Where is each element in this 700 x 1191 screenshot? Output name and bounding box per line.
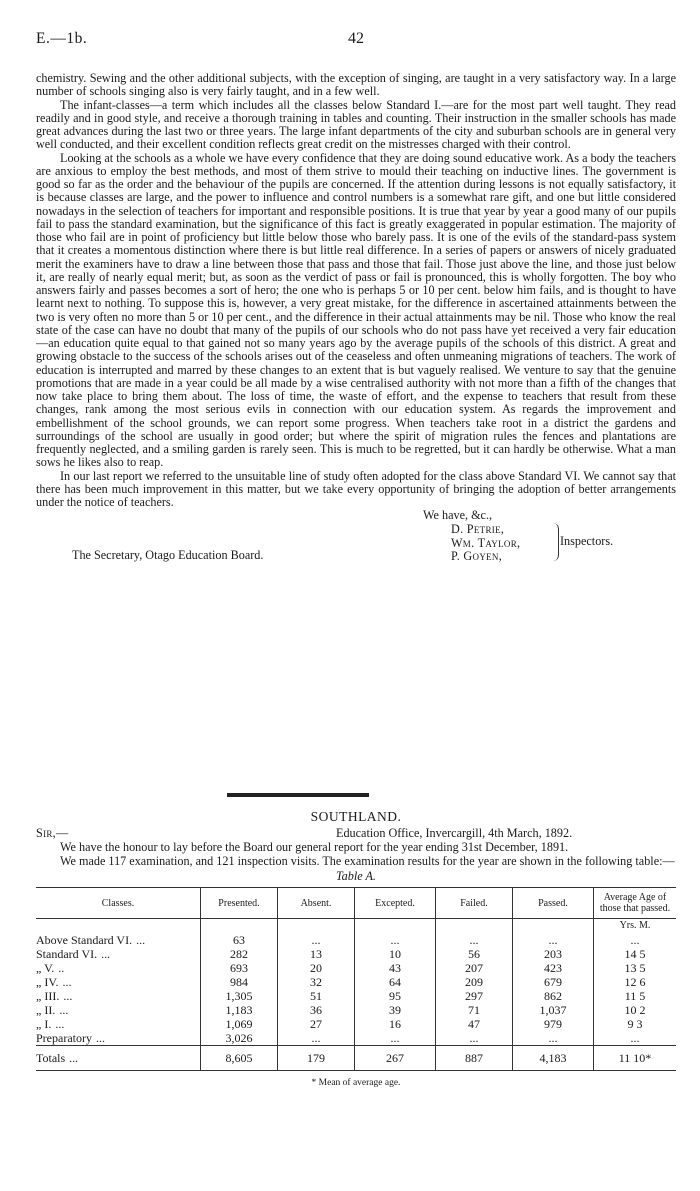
class-cell: [36, 947, 201, 961]
presented-cell: 693: [201, 961, 278, 975]
class-name: „ III.: [36, 989, 60, 1003]
absent-cell: 32: [278, 975, 355, 989]
units-row: [36, 919, 676, 934]
paragraph-last-report: In our last report we referred to the unsuitable line of study often adopted for the class above Standard VI. We cannot say that there has been much improvement in this matter, but we take every opportunity of bringing the adoption of better arrangements under the notice of teachers.: [36, 468, 676, 509]
report-reference: E.—1b.: [36, 30, 88, 47]
leader-dots: ...: [101, 947, 111, 961]
table-row: [36, 1031, 676, 1046]
failed-cell: 47: [436, 1017, 513, 1031]
presented-cell: 984: [201, 975, 278, 989]
passed-cell: 1,037: [513, 1003, 594, 1017]
signature-block: [36, 509, 676, 571]
col-presented: Presented.: [201, 888, 278, 919]
class-cell: [36, 989, 201, 1003]
failed-cell: 297: [436, 989, 513, 1003]
table-header-row: [36, 888, 676, 919]
closing-line: We have, &c.,: [423, 508, 493, 523]
paragraph-report-intro: We have the honour to lay before the Board our general report for the year ending 31st December, 1891.: [60, 840, 569, 855]
failed-cell: 56: [436, 947, 513, 961]
absent-cell: ...: [278, 933, 355, 947]
passed-cell: ...: [513, 933, 594, 947]
paragraph-schools-as-whole: Looking at the schools as a whole we have every confidence that they are doing sound educative work. As a body the teachers are anxious to employ the best methods, and most of them strive to mould their teaching on inductive lines. The government is good so far as the order and the behaviour of the pupils are concerned. If the attention during lessons is not equally satisfactory, it is because classes are large, and the power to influence and control numbers is a somewhat rare gift, and one but little considered nowadays in the selection of teachers for important and responsible positions. It is true that year by year a good many of our pupils fail to pass the standard examination, but the significance of this fact is greatly exaggerated in popular estimation. The majority of those who fail are in point of proficiency but little below those who barely pass. It is one of the evils of the standard-pass system that it creates a momentous distinction where there is but little real difference. In a series of papers or answers of nicely graduated merit the examiners have to draw a line between those that pass and those that fail. Those just above the line, and those just below it, are really of nearly equal merit; but, as soon as the verdict of pass or fail is pronounced, this is wholly forgotten. The boy who answers fairly and passes becomes a sort of hero; the one who is perhaps 5 or 10 per cent. below him fails, and is thought to have learnt next to nothing. To suppose this is, however, a very great mistake, for the difference in ascertained attainments between the two is very often no more than 5 or 10 per cent., and the difference in their actual attainments may be nil. Those who know the real state of the case can have no doubt that many of the pupils of our schools who do not pass have yet received a very fair education—an education quite equal to that gained not so many years ago by the average pupils of the schools of this district. A great and growing obstacle to the success of the schools arises out of the ceaseless and often unmeaning migrations of teachers. The work of education is interrupted and marred by these changes to an extent that is but vaguely realised. We venture to say that the genuine promotions that are made in a year could be all made by a wise centralised authority with not more than a fifth of the changes that now take place to bring them about. The loss of time, the waste of effort, and the expense to teachers that result from these changes, rank among the most serious evils in connection with our education system. As regards the improvement and embellishment of the school grounds, we can report some progress. When teachers take root in a district the gardens and surroundings of the school are usually in good order; but where the spirit of migration rules the fences and plantations are frequently neglected, and a smiling garden is rarely seen. This is much to be regretted, but it can hardly be otherwise. What a man sows he likes also to reap.: [36, 150, 676, 470]
failed-cell: 209: [436, 975, 513, 989]
presented-cell: 63: [201, 933, 278, 947]
col-failed: Failed.: [436, 888, 513, 919]
absent-cell: 27: [278, 1017, 355, 1031]
excepted-cell: ...: [355, 933, 436, 947]
class-cell: [36, 1046, 201, 1071]
passed-cell: 4,183: [513, 1046, 594, 1071]
table-row: [36, 947, 676, 961]
table-body: [36, 919, 676, 1071]
leader-dots: ...: [55, 1017, 65, 1031]
class-cell: [36, 1017, 201, 1031]
age-cell: 9 3: [594, 1017, 677, 1031]
absent-cell: 36: [278, 1003, 355, 1017]
age-cell: 11 10*: [594, 1046, 677, 1071]
excepted-cell: 16: [355, 1017, 436, 1031]
page-number: 42: [348, 30, 364, 47]
signatory-taylor: Wm. Taylor,: [451, 535, 521, 550]
table-row: [36, 1017, 676, 1031]
page-header: [36, 30, 676, 52]
leader-dots: ...: [95, 1031, 105, 1045]
presented-cell: 1,183: [201, 1003, 278, 1017]
col-passed: Passed.: [513, 888, 594, 919]
paragraph-visits: We made 117 examination, and 121 inspection visits. The examination results for the year are shown in the following table:—: [60, 853, 675, 868]
signatory-petrie: D. Petrie,: [451, 522, 505, 537]
excepted-cell: 95: [355, 989, 436, 1003]
passed-cell: 423: [513, 961, 594, 975]
absent-cell: ...: [278, 1031, 355, 1046]
col-excepted: Excepted.: [355, 888, 436, 919]
excepted-cell: 64: [355, 975, 436, 989]
excepted-cell: 10: [355, 947, 436, 961]
southland-section: [36, 810, 676, 1090]
salutation-line: [36, 827, 676, 841]
table-row: [36, 989, 676, 1003]
presented-cell: 1,069: [201, 1017, 278, 1031]
failed-cell: 207: [436, 961, 513, 975]
table-caption: Table A.: [336, 868, 376, 883]
passed-cell: 203: [513, 947, 594, 961]
signatory-brace: [551, 523, 559, 561]
age-cell: 10 2: [594, 1003, 677, 1017]
class-name: „ V.: [36, 961, 55, 975]
class-name: „ I.: [36, 1017, 52, 1031]
class-name: Totals: [36, 1051, 66, 1065]
table-row: [36, 961, 676, 975]
class-cell: [36, 975, 201, 989]
class-name: „ II.: [36, 1003, 56, 1017]
class-name: Above Standard VI.: [36, 933, 133, 947]
age-cell: ...: [594, 1031, 677, 1046]
failed-cell: 71: [436, 1003, 513, 1017]
leader-dots: ...: [59, 1003, 69, 1017]
class-cell: [36, 1003, 201, 1017]
totals-row: [36, 1046, 676, 1071]
col-classes: Classes.: [36, 888, 201, 919]
excepted-cell: 43: [355, 961, 436, 975]
presented-cell: 282: [201, 947, 278, 961]
presented-cell: 1,305: [201, 989, 278, 1003]
section-title: SOUTHLAND.: [310, 809, 402, 824]
otago-report-body: [36, 72, 676, 571]
class-cell: [36, 961, 201, 975]
excepted-cell: ...: [355, 1031, 436, 1046]
class-name: Preparatory: [36, 1031, 92, 1045]
signatory-list: [451, 523, 520, 563]
office-dateline: Education Office, Invercargill, 4th March, 1892.: [336, 826, 573, 841]
age-cell: 14 5: [594, 947, 677, 961]
signatory-goyen: P. Goyen,: [451, 548, 503, 563]
class-cell: [36, 933, 201, 947]
col-absent: Absent.: [278, 888, 355, 919]
age-cell: 13 5: [594, 961, 677, 975]
passed-cell: 979: [513, 1017, 594, 1031]
table-row: [36, 1003, 676, 1017]
passed-cell: 679: [513, 975, 594, 989]
passed-cell: ...: [513, 1031, 594, 1046]
salutation: Sir,—: [36, 826, 69, 841]
failed-cell: ...: [436, 1031, 513, 1046]
passed-cell: 862: [513, 989, 594, 1003]
class-cell: [36, 1031, 201, 1046]
failed-cell: 887: [436, 1046, 513, 1071]
footnote: * Mean of average age.: [311, 1078, 401, 1088]
class-name: Standard VI.: [36, 947, 98, 961]
paragraph-infant-classes: The infant-classes—a term which includes all the classes below Standard I.—are for the most part well taught. They read readily and in good style, and receive a thorough training in tables and counting. Their instruction in the smaller schools has made great advances during the last two or three years. The large infant departments of the city and suburban schools are in general very well conducted, and their excellent condition reflects great credit on the mistresses charged with their control.: [36, 97, 676, 152]
examination-results-table: [36, 887, 676, 1071]
inspectors-role: Inspectors.: [560, 534, 614, 549]
absent-cell: 13: [278, 947, 355, 961]
leader-dots: ..: [58, 961, 65, 975]
section-divider: [227, 793, 369, 797]
failed-cell: ...: [436, 933, 513, 947]
leader-dots: ...: [63, 989, 73, 1003]
leader-dots: ...: [62, 975, 72, 989]
paragraph-subjects: chemistry. Sewing and the other additional subjects, with the exception of singing, are taught in a very satisfactory way. In a large number of schools singing also is very fairly taught, and in a few well.: [36, 71, 676, 99]
age-cell: 11 5: [594, 989, 677, 1003]
absent-cell: 179: [278, 1046, 355, 1071]
class-name: „ IV.: [36, 975, 59, 989]
excepted-cell: 267: [355, 1046, 436, 1071]
age-cell: ...: [594, 933, 677, 947]
col-average-age: Average Age of those that passed.: [594, 888, 677, 919]
age-units: Yrs. M.: [594, 919, 677, 934]
presented-cell: 3,026: [201, 1031, 278, 1046]
leader-dots: ...: [136, 933, 146, 947]
age-cell: 12 6: [594, 975, 677, 989]
absent-cell: 20: [278, 961, 355, 975]
leader-dots: ...: [69, 1051, 79, 1065]
excepted-cell: 39: [355, 1003, 436, 1017]
table-row: [36, 933, 676, 947]
table-row: [36, 975, 676, 989]
presented-cell: 8,605: [201, 1046, 278, 1071]
addressee: The Secretary, Otago Education Board.: [72, 548, 264, 563]
absent-cell: 51: [278, 989, 355, 1003]
